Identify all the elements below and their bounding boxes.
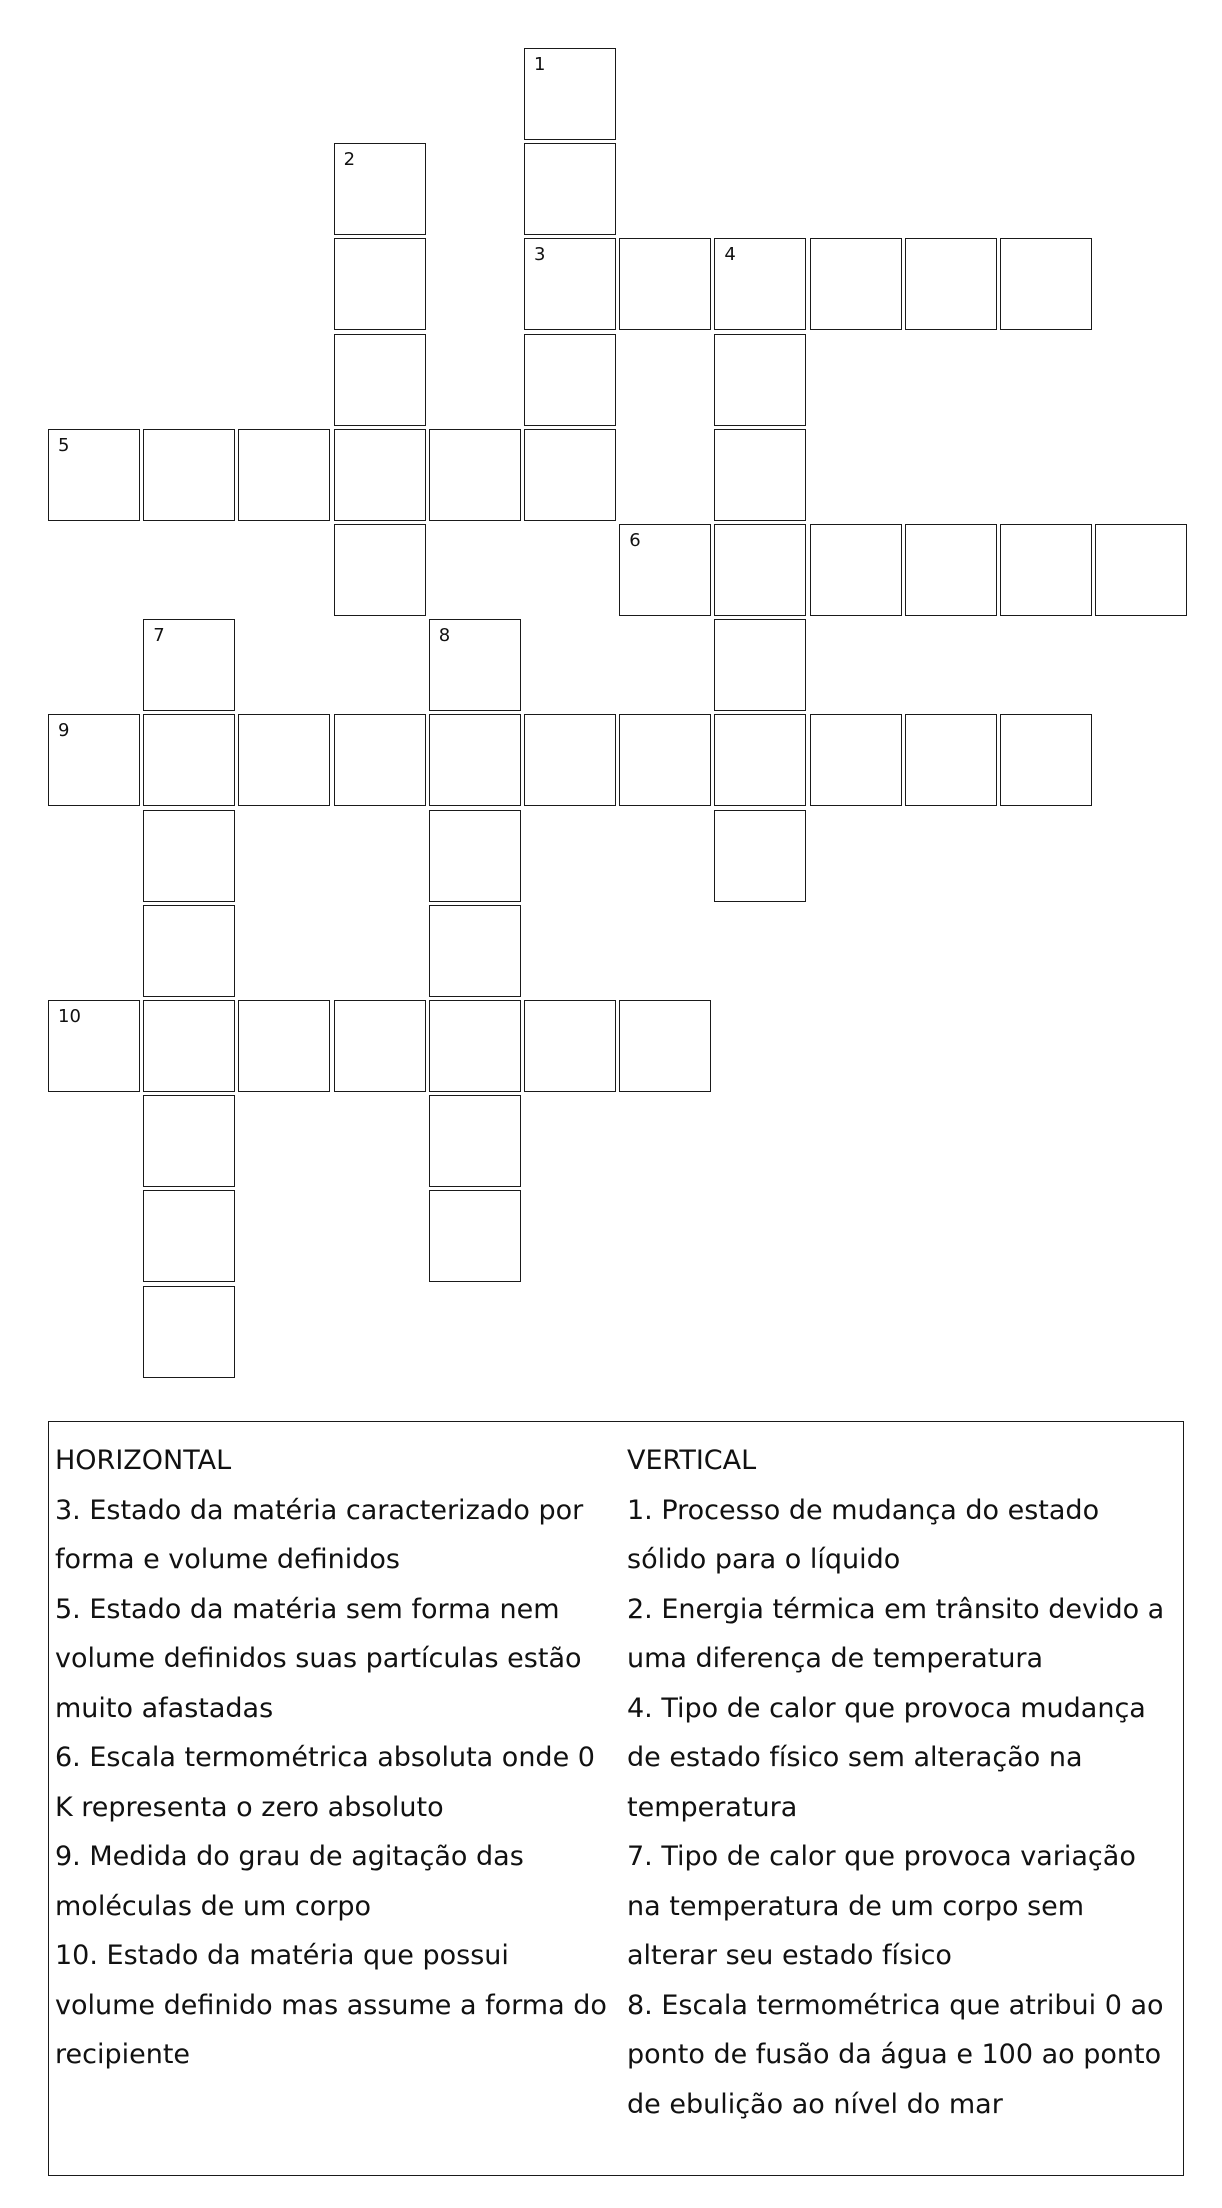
crossword-cell[interactable] [334, 143, 426, 235]
crossword-cell[interactable] [238, 714, 330, 806]
horizontal-clues [55, 1436, 617, 2080]
crossword-cell[interactable] [429, 429, 521, 521]
crossword-cell[interactable] [524, 1000, 616, 1092]
crossword-cell[interactable] [714, 714, 806, 806]
crossword-cell[interactable] [238, 429, 330, 521]
clue-vertical-1: 1. Processo de mudança do estado sólido para o líquido [627, 1494, 1100, 1575]
vertical-heading: VERTICAL [627, 1445, 757, 1476]
clue-vertical-2: 2. Energia térmica em trânsito devido a uma diferença de temperatura [627, 1593, 1165, 1674]
crossword-cell[interactable] [48, 714, 140, 806]
crossword-cell[interactable] [905, 714, 997, 806]
crossword-cell[interactable] [143, 619, 235, 711]
crossword-cell[interactable] [238, 1000, 330, 1092]
crossword-cell[interactable] [334, 238, 426, 330]
crossword-cell[interactable] [905, 524, 997, 616]
crossword-cell[interactable] [334, 1000, 426, 1092]
clue-number: 6 [629, 530, 641, 551]
crossword-cell[interactable] [429, 1000, 521, 1092]
crossword-cell[interactable] [429, 1095, 521, 1187]
crossword-cell[interactable] [810, 714, 902, 806]
crossword-cell[interactable] [714, 524, 806, 616]
crossword-cell[interactable] [1000, 524, 1092, 616]
crossword-cell[interactable] [714, 810, 806, 902]
crossword-cell[interactable] [429, 714, 521, 806]
crossword-cell[interactable] [1000, 714, 1092, 806]
clue-horizontal-9: 9. Medida do grau de agitação das moléculas de um corpo [55, 1841, 524, 1922]
crossword-cell[interactable] [143, 1000, 235, 1092]
crossword-cell[interactable] [143, 714, 235, 806]
clue-horizontal-6: 6. Escala termométrica absoluta onde 0 K representa o zero absoluto [55, 1742, 595, 1823]
crossword-cell[interactable] [143, 905, 235, 997]
clue-number: 2 [343, 149, 356, 171]
crossword-cell[interactable] [143, 1190, 235, 1282]
crossword-cell[interactable] [714, 619, 806, 711]
crossword-cell[interactable] [714, 238, 806, 330]
clue-horizontal-3: 3. Estado da matéria caracterizado por forma e volume definidos [55, 1494, 584, 1575]
clue-vertical-7: 7. Tipo de calor que provoca variação na temperatura de um corpo sem alterar seu estado físico [627, 1841, 1136, 1971]
crossword-cell[interactable] [905, 238, 997, 330]
clue-number: 7 [153, 625, 165, 647]
crossword-cell[interactable] [619, 1000, 711, 1092]
clue-horizontal-10: 10. Estado da matéria que possui volume definido mas assume a forma do recipiente [55, 1940, 607, 2070]
clue-number: 9 [58, 720, 70, 742]
crossword-cell[interactable] [714, 334, 806, 426]
crossword-cell[interactable] [524, 238, 616, 330]
crossword-cell[interactable] [810, 238, 902, 330]
crossword-cell[interactable] [524, 143, 616, 235]
crossword-cell[interactable] [143, 810, 235, 902]
clue-number: 8 [438, 625, 451, 647]
crossword-cell[interactable] [1000, 238, 1092, 330]
crossword-cell[interactable] [334, 334, 426, 426]
crossword-cell[interactable] [143, 1095, 235, 1187]
crossword-cell[interactable] [334, 429, 426, 521]
crossword-cell[interactable] [714, 429, 806, 521]
crossword-cell[interactable] [619, 524, 711, 616]
clue-number: 10 [58, 1006, 81, 1027]
crossword-cell[interactable] [429, 619, 521, 711]
clue-vertical-4: 4. Tipo de calor que provoca mudança de estado físico sem alteração na temperatura [627, 1692, 1146, 1823]
crossword-cell[interactable] [429, 810, 521, 902]
vertical-clues [627, 1436, 1175, 2129]
crossword-cell[interactable] [810, 524, 902, 616]
clue-vertical-8: 8. Escala termométrica que atribui 0 ao ponto de fusão da água e 100 ao ponto de ebulição ao nível do mar [627, 1989, 1164, 2120]
clue-number: 3 [534, 244, 546, 266]
crossword-cell[interactable] [48, 429, 140, 521]
crossword-cell[interactable] [334, 714, 426, 806]
clue-horizontal-5: 5. Estado da matéria sem forma nem volume definidos suas partículas estão muito afastadas [55, 1593, 582, 1724]
crossword-cell[interactable] [143, 1286, 235, 1378]
crossword-cell[interactable] [429, 905, 521, 997]
clue-number: 5 [58, 434, 70, 456]
horizontal-heading: HORIZONTAL [55, 1445, 232, 1476]
crossword-cell[interactable] [334, 524, 426, 616]
clue-number: 4 [724, 244, 736, 266]
crossword-cell[interactable] [619, 238, 711, 330]
crossword-cell[interactable] [524, 334, 616, 426]
crossword-cell[interactable] [429, 1190, 521, 1282]
crossword-cell[interactable] [524, 48, 616, 140]
crossword-cell[interactable] [1095, 524, 1187, 616]
crossword-cell[interactable] [524, 714, 616, 806]
crossword-cell[interactable] [48, 1000, 140, 1092]
crossword-cell[interactable] [524, 429, 616, 521]
clue-number: 1 [534, 54, 546, 75]
crossword-cell[interactable] [619, 714, 711, 806]
clues-box [48, 1421, 1184, 2176]
crossword-cell[interactable] [143, 429, 235, 521]
